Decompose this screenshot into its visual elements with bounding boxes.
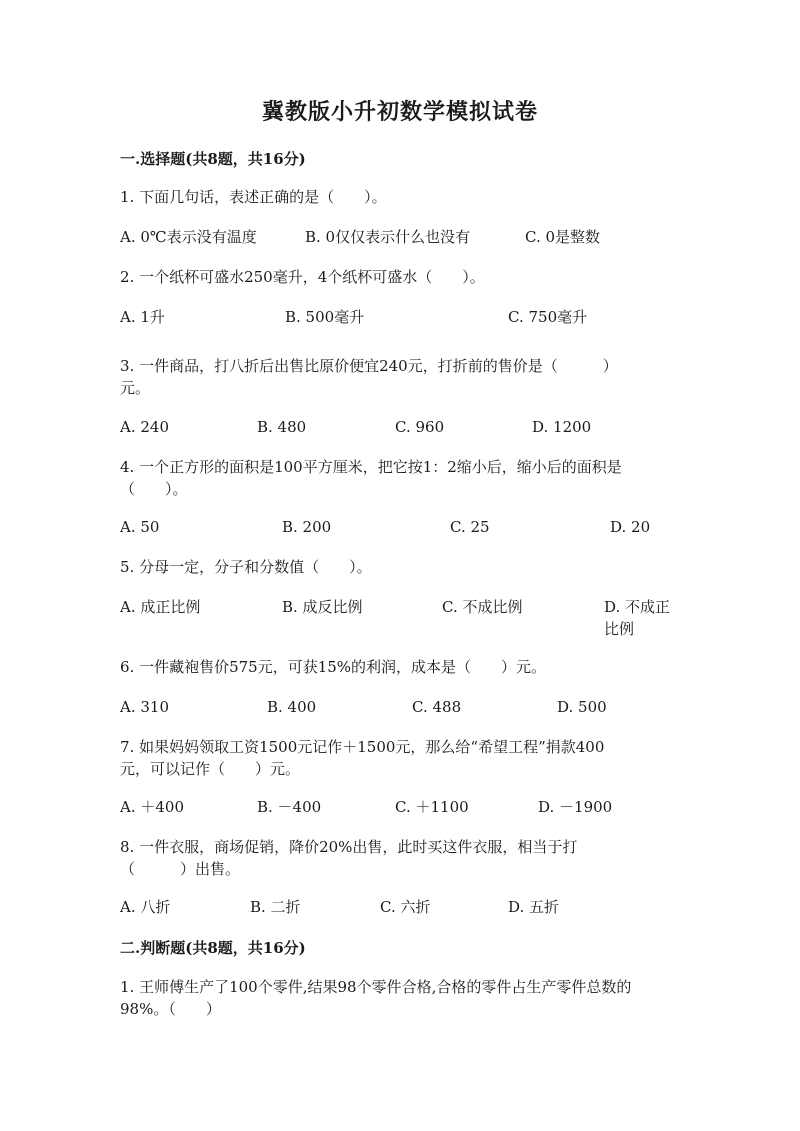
section-heading-choice: 一.选择题(共8题，共16分) [120, 150, 306, 168]
option-c: C. 0是整数 [525, 228, 601, 246]
option-d: D. 不成正比例 [604, 598, 671, 638]
option-a: A. 310 [120, 698, 169, 716]
option-a: A. 50 [120, 518, 160, 536]
question-text-continued: 98%。（ ） [120, 1000, 221, 1018]
option-row [120, 416, 680, 438]
option-b: B. 二折 [250, 898, 301, 916]
option-c: C. 960 [395, 418, 445, 436]
option-b: B. 500毫升 [285, 308, 365, 326]
option-a: A. 八折 [120, 898, 171, 916]
option-b: B. 200 [282, 518, 332, 536]
question-text: 6. 一件藏袍售价575元，可获15%的利润，成本是（ ）元。 [120, 658, 547, 676]
option-b: B. 成反比例 [282, 598, 363, 616]
option-a: A. ＋400 [120, 798, 184, 816]
question-text: 3. 一件商品，打八折后出售比原价便宜240元，打折前的售价是（ ） [120, 357, 618, 375]
option-row [120, 596, 680, 618]
option-d: D. 20 [610, 518, 651, 536]
option-row [120, 306, 680, 328]
question-text: 7. 如果妈妈领取工资1500元记作＋1500元，那么给“希望工程”捐款400 [120, 738, 605, 756]
option-d: D. 500 [557, 698, 607, 716]
question-text-continued: 元，可以记作（ ）元。 [120, 760, 301, 778]
option-c: C. ＋1100 [395, 798, 469, 816]
option-d: D. 五折 [508, 898, 560, 916]
option-c: C. 488 [412, 698, 462, 716]
option-c: C. 25 [450, 518, 490, 536]
option-a: A. 240 [120, 418, 169, 436]
option-row [120, 226, 680, 248]
option-d: D. 1200 [532, 418, 592, 436]
question-text-continued: 元。 [120, 379, 151, 397]
option-d: D. －1900 [538, 798, 613, 816]
section-heading-judgment: 二.判断题(共8题，共16分) [120, 939, 306, 957]
question-text-continued: （ ）。 [120, 480, 188, 498]
option-a: A. 0℃表示没有温度 [120, 228, 257, 246]
option-b: B. 400 [267, 698, 317, 716]
option-b: B. 0仅仅表示什么也没有 [305, 228, 471, 246]
option-c: C. 750毫升 [508, 308, 588, 326]
option-row [120, 796, 680, 818]
option-row [120, 896, 680, 918]
option-row [120, 516, 680, 538]
question-text: 2. 一个纸杯可盛水250毫升，4个纸杯可盛水（ ）。 [120, 268, 485, 286]
question-text: 5. 分母一定，分子和分数值（ ）。 [120, 558, 372, 576]
exam-title: 冀教版小升初数学模拟试卷 [261, 99, 538, 125]
option-b: B. －400 [257, 798, 322, 816]
question-text: 4. 一个正方形的面积是100平方厘米，把它按1：2缩小后，缩小后的面积是 [120, 458, 622, 476]
option-c: C. 不成比例 [442, 598, 523, 616]
option-a: A. 1升 [120, 308, 165, 326]
question-text: 1. 王师傅生产了100个零件,结果98个零件合格,合格的零件占生产零件总数的 [120, 978, 632, 996]
option-b: B. 480 [257, 418, 307, 436]
option-c: C. 六折 [380, 898, 431, 916]
question-text: 8. 一件衣服，商场促销，降价20%出售，此时买这件衣服，相当于打 [120, 838, 578, 856]
question-text: 1. 下面几句话，表述正确的是（ ）。 [120, 188, 387, 206]
option-a: A. 成正比例 [120, 598, 201, 616]
option-row [120, 696, 680, 718]
question-text-continued: （ ）出售。 [120, 860, 241, 878]
